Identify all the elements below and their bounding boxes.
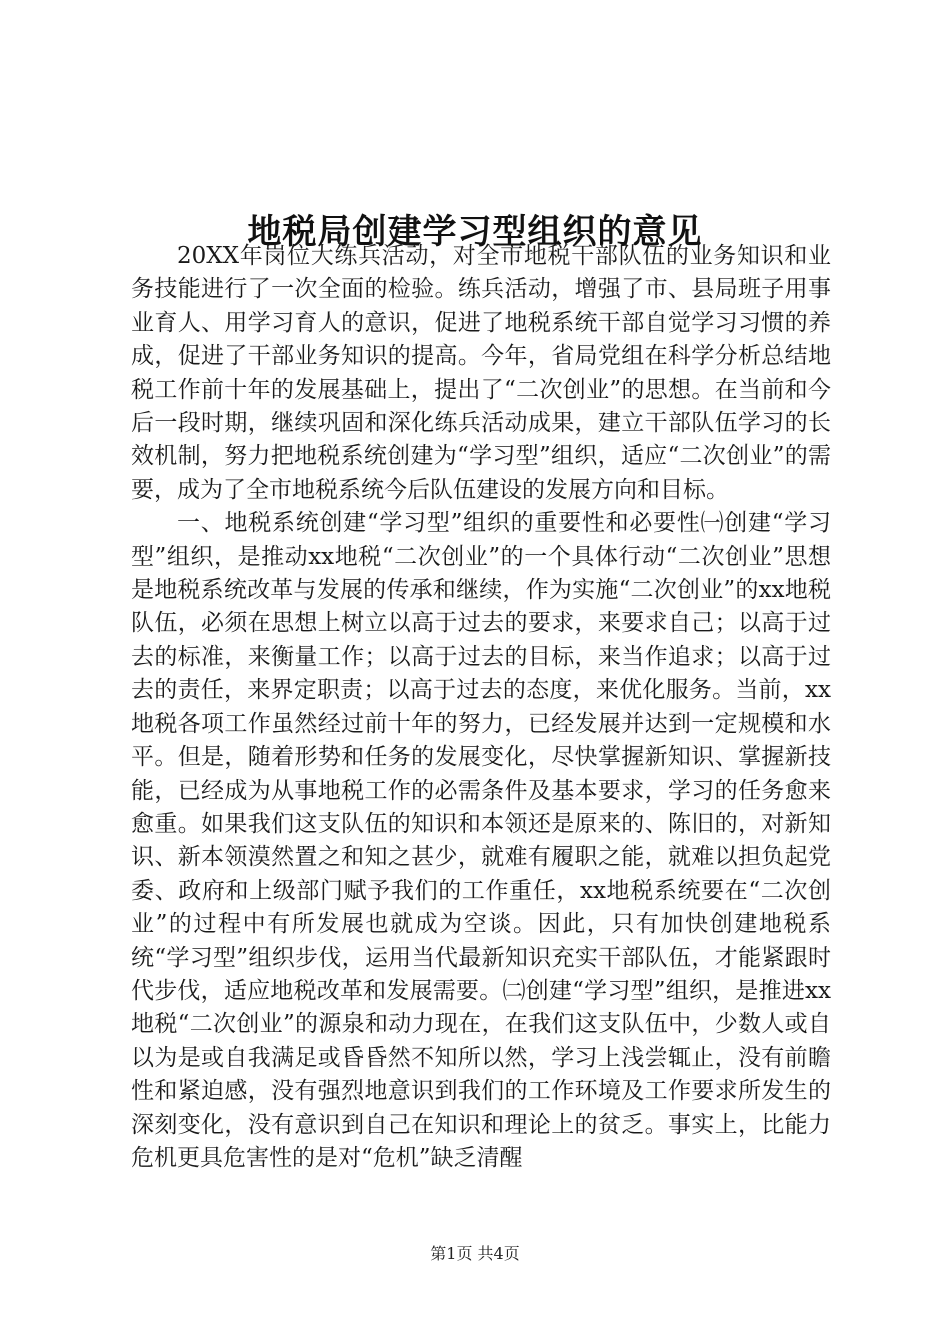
document-title: 地税局创建学习型组织的意见: [247, 211, 703, 252]
paragraph-section-one: 一、地税系统创建“学习型”组织的重要性和必要性㈠创建“学习型”组织，是推动xx地税“二次创业”的一个具体行动“二次创业”思想是地税系统改革与发展的传承和继续，作为实施“二次创业”的xx地税队伍，必须在思想上树立以高于过去的要求，来要求自己；以高于过去的标准，来衡量工作；以高于过去的目标，来当作追求；以高于过去的责任，来界定职责；以高于过去的态度，来优化服务。当前，xx地税各项工作虽然经过前十年的努力，已经发展并达到一定规模和水平。但是，随着形势和任务的发展变化，尽快掌握新知识、掌握新技能，已经成为从事地税工作的必需条件及基本要求，学习的任务愈来愈重。如果我们这支队伍的知识和本领还是原来的、陈旧的，对新知识、新本领漠然置之和知之甚少，就难有履职之能，就难以担负起党委、政府和上级部门赋予我们的工作重任，xx地税系统要在“二次创业”的过程中有所发展也就成为空谈。因此，只有加快创建地税系统“学习型”组织步伐，运用当代最新知识充实干部队伍，才能紧跟时代步伐，适应地税改革和发展需要。㈡创建“学习型”组织，是推进xx地税“二次创业”的源泉和动力现在，在我们这支队伍中，少数人或自以为是或自我满足或昏昏然不知所以然，学习上浅尝辄止，没有前瞻性和紧迫感，没有强烈地意识到我们的工作环境及工作要求所发生的深刻变化，没有意识到自己在知识和理论上的贫乏。事实上，比能力危机更具危害性的是对“危机”缺乏清醒: [131, 510, 831, 1171]
document-body: [131, 240, 831, 1175]
page-number: 第1页 共4页: [430, 1244, 520, 1263]
paragraph-intro: 20XX年岗位大练兵活动，对全市地税干部队伍的业务知识和业务技能进行了一次全面的检验。练兵活动，增强了市、县局班子用事业育人、用学习育人的意识，促进了地税系统干部自觉学习习惯的养成，促进了干部业务知识的提高。今年，省局党组在科学分析总结地税工作前十年的发展基础上，提出了“二次创业”的思想。在当前和今后一段时期，继续巩固和深化练兵活动成果，建立干部队伍学习的长效机制，努力把地税系统创建为“学习型”组织，适应“二次创业”的需要，成为了全市地税系统今后队伍建设的发展方向和目标。: [131, 243, 831, 503]
